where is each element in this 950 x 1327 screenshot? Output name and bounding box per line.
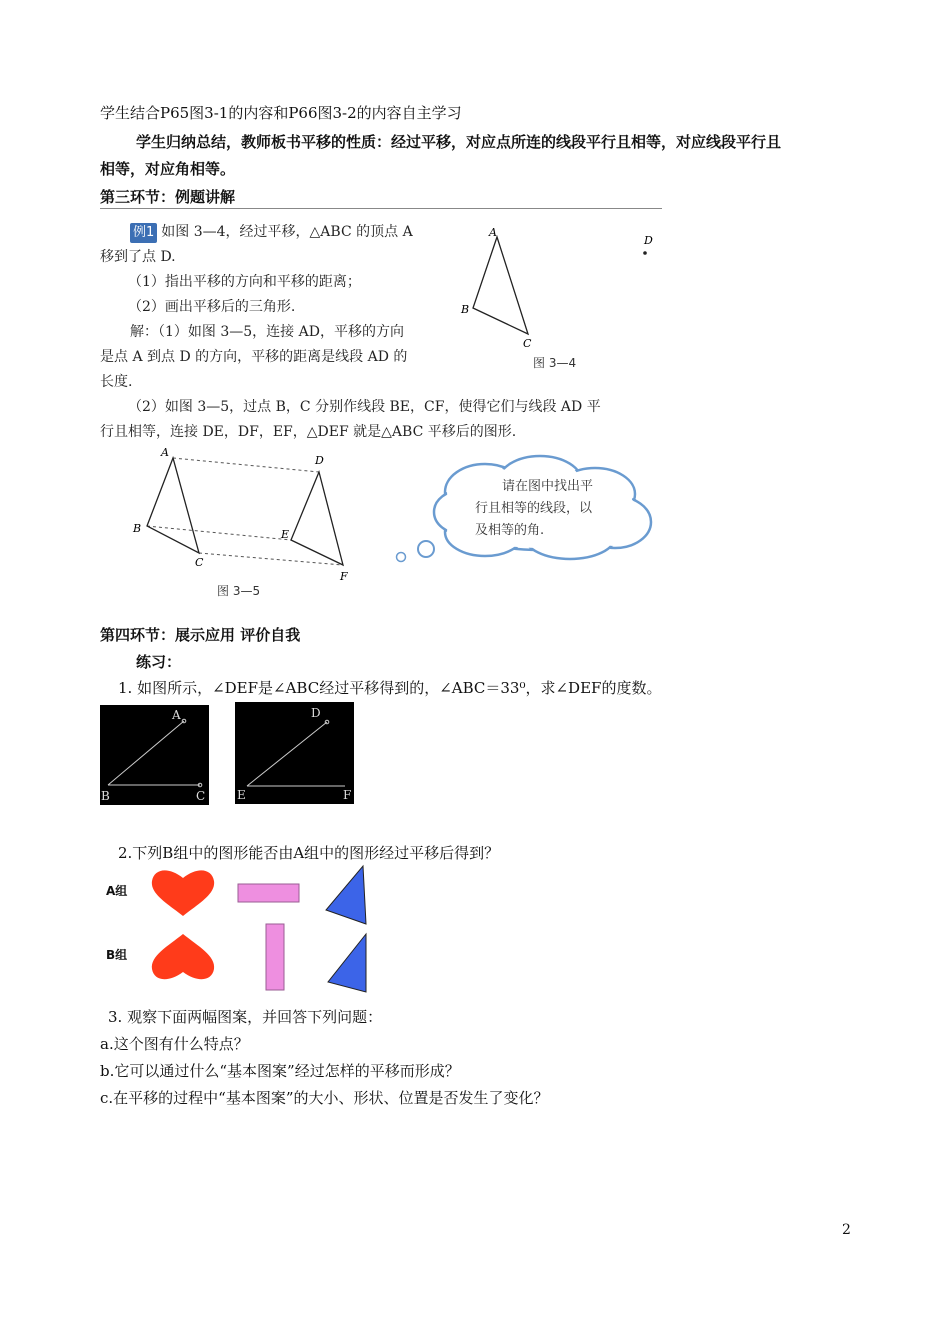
label-a: A [172,708,181,722]
label-f: F [340,570,348,583]
label-a: A [161,446,169,459]
question-3b: b.它可以通过什么“基本图案”经过怎样的平移而形成？ [100,1062,460,1080]
solution-line-5: 行且相等，连接 DE，DF，EF，△DEF 就是△ABC 平移后的图形. [100,424,517,440]
label-c: C [195,556,204,569]
summary-line-1: 学生归纳总结，教师板书平移的性质：经过平移，对应点所连的线段平行且相等，对应线段平行且 [136,133,782,151]
question-3a: a.这个图有什么特点？ [100,1035,249,1053]
divider [100,208,662,209]
angle-def-figure [235,702,354,804]
cloud-line-2: 行且相等的线段，以 [475,501,593,516]
figure-caption: 图 3—5 [217,584,261,598]
group-b-label: B组 [106,948,128,962]
intro-line: 学生结合P65图3-1的内容和P66图3-2的内容自主学习 [100,104,462,122]
question-3c: c.在平移的过程中“基本图案”的大小、形状、位置是否发生了变化？ [100,1089,549,1107]
label-d: D [315,454,324,467]
triangle-b [328,934,366,992]
summary-line-2: 相等，对应角相等。 [100,160,236,178]
solution-line-3: 长度. [100,374,133,390]
label-c: C [523,337,532,350]
triangle-a [326,866,366,924]
angle-abc-figure [100,705,209,805]
example-line-2: 移到了点 D. [100,249,176,265]
figure-3-4 [455,222,670,377]
page-number: 2 [842,1222,851,1238]
example-line-4: （2）画出平移后的三角形. [128,299,296,315]
group-a-label: A组 [106,884,128,898]
example-text: 如图 3—4，经过平移，△ABC 的顶点 A [161,224,413,240]
label-a: A [489,226,497,239]
section4-heading: 第四环节：展示应用 评价自我 [100,626,301,644]
heart-b [152,934,214,979]
triangle-abc [147,458,199,553]
heart-a [152,870,214,916]
figure-3-5 [125,446,365,601]
label-d: D [311,706,321,720]
label-f: F [343,788,352,802]
triangle-abc [473,237,528,334]
rect-b [266,924,284,990]
cloud-line-3: 及相等的角. [475,523,545,538]
example-tag: 例1 [130,223,157,243]
shapes-figure [148,864,373,994]
label-e: E [281,528,290,541]
question-1: 1. 如图所示，∠DEF是∠ABC经过平移得到的，∠ABC＝33⁰，求∠DEF的度数。 [118,679,662,697]
thought-cloud [390,452,660,567]
triangle-def [291,472,343,565]
cloud-line-1: 请在图中找出平 [502,479,594,494]
label-b: B [133,522,142,535]
label-d: D [644,234,653,247]
solution-line-2: 是点 A 到点 D 的方向，平移的距离是线段 AD 的 [100,349,408,365]
example-line-3: （1）指出平移的方向和平移的距离； [128,274,361,290]
practice-label: 练习： [136,653,182,671]
question-3: 3. 观察下面两幅图案，并回答下列问题： [108,1008,383,1026]
solution-line-1: 解：（1）如图 3—5，连接 AD，平移的方向 [130,324,404,340]
section3-heading: 第三环节：例题讲解 [100,188,236,206]
example-line-1 [130,220,413,244]
segment-ad [173,458,319,472]
point-d [643,251,647,255]
label-b: B [101,789,110,803]
solution-line-4: （2）如图 3—5，过点 B，C 分别作线段 BE，CF，使得它们与线段 AD 平 [128,399,601,415]
figure-caption: 图 3—4 [533,356,577,370]
label-e: E [237,788,246,802]
question-2: 2.下列B组中的图形能否由A组中的图形经过平移后得到？ [118,844,500,862]
label-c: C [196,789,206,803]
rect-a [238,884,299,902]
label-b: B [461,303,470,316]
